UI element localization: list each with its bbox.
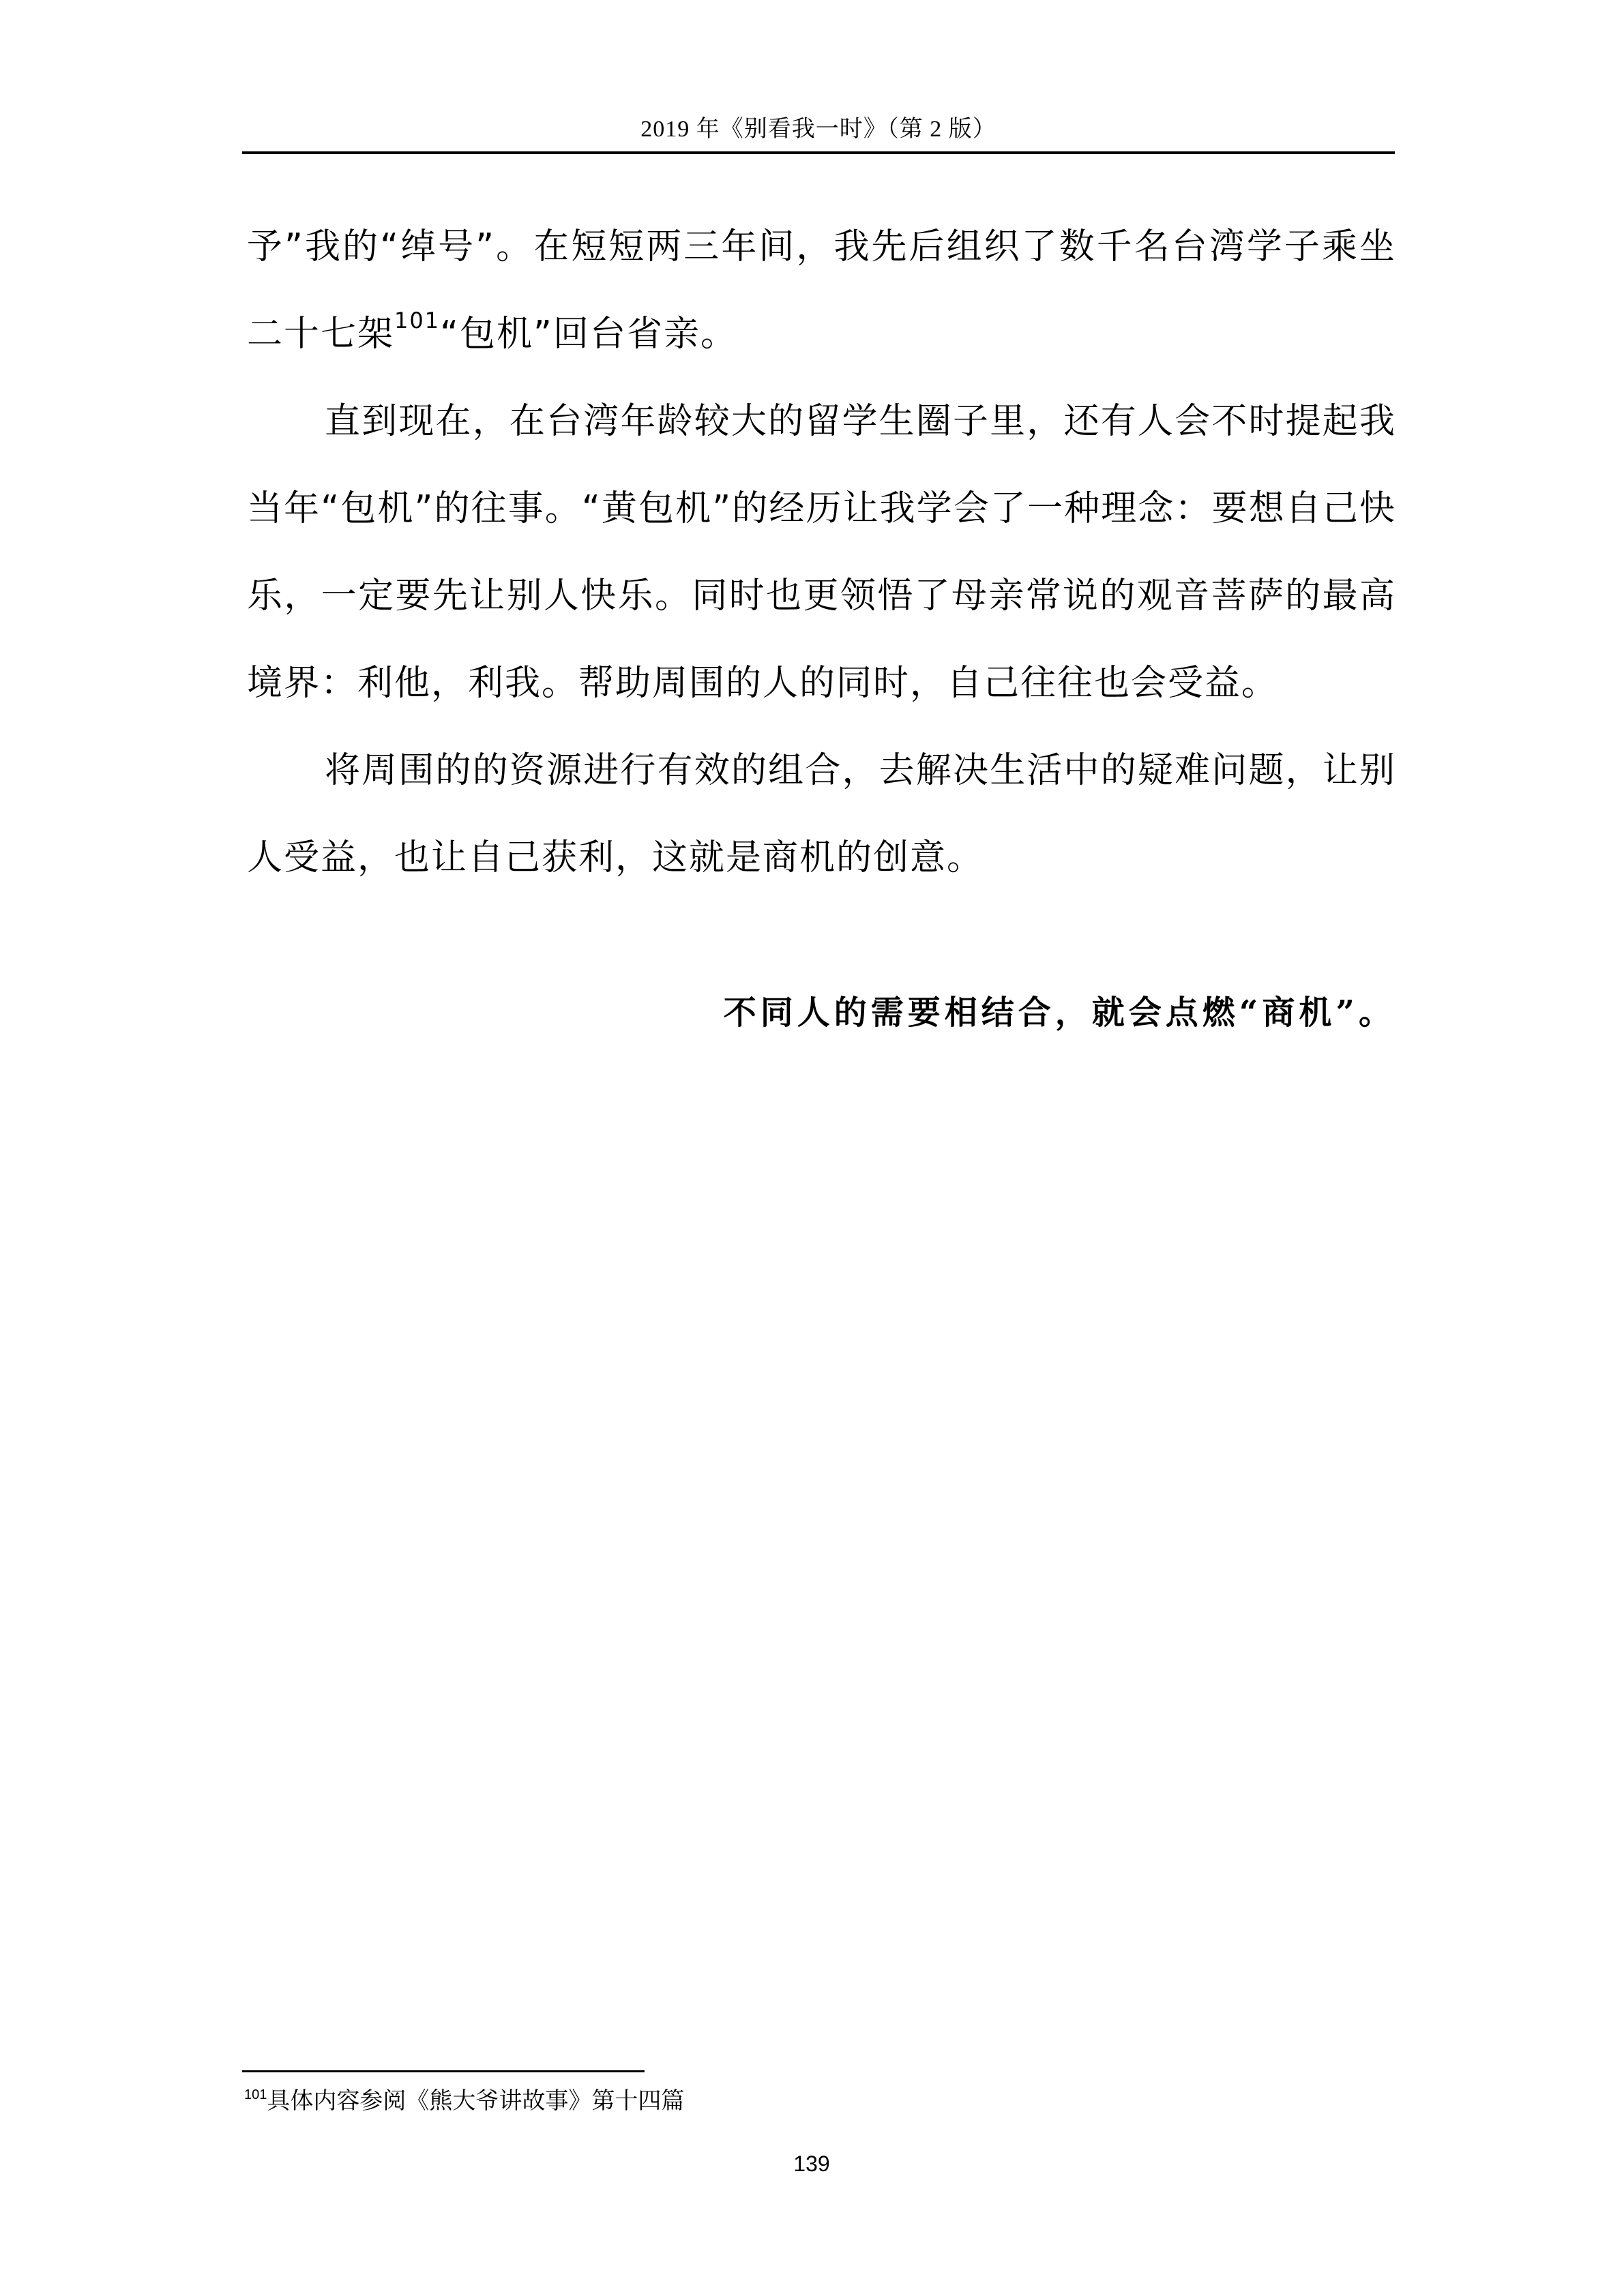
footnote-text: 具体内容参阅《熊大爷讲故事》第十四篇 [267, 2087, 685, 2115]
paragraph-2: 直到现在，在台湾年龄较大的留学生圈子里，还有人会不时提起我当年“包机”的往事。“黄包机”的经历让我学会了一种理念：要想自己快乐，一定要先让别人快乐。同时也更领悟了母亲常说的观音菩萨的最高境界：利他，利我。帮助周围的人的同时，自己往往也会受益。 [247, 401, 1396, 704]
page-header: 2019 年《别看我一时》（第 2 版） [640, 117, 996, 142]
paragraph-1 [247, 203, 1396, 378]
paragraph-3: 将周围的的资源进行有效的组合，去解决生活中的疑难问题，让别人受益，也让自己获利，这就是商机的创意。 [247, 750, 1396, 878]
footnote-reference[interactable]: 101 [394, 308, 441, 333]
paragraph-1-text: 予”我的“绰号”。在短短两三年间，我先后组织了数千名台湾学子乘坐二十七架 [247, 226, 1396, 355]
page-number: 139 [793, 2151, 830, 2176]
closing-line: 不同人的需要相结合，就会点燃“商机”。 [723, 994, 1396, 1032]
header-rule [242, 151, 1395, 154]
footnote-rule [242, 2070, 645, 2072]
footnote-mark: 101 [244, 2087, 267, 2102]
footnote [244, 2084, 684, 2118]
body-text [247, 203, 1396, 901]
paragraph-1-text-end: “包机”回台省亲。 [440, 314, 737, 355]
